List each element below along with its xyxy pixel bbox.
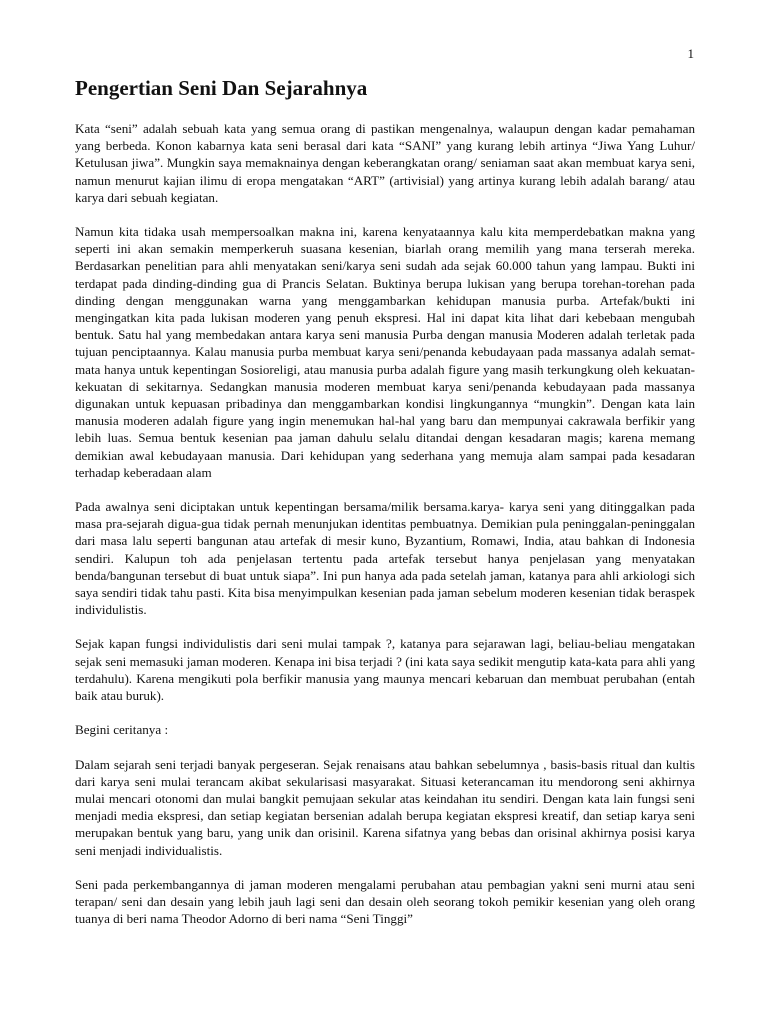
paragraph: Dalam sejarah seni terjadi banyak pergeseran. Sejak renaisans atau bahkan sebelumnya , basis-basis ritual dan kultis dari karya seni mulai terancam akibat sekularisasi masyarakat. Situasi keterancaman itu mendorong seni akhirnya mulai mencari otonomi dan mulai bangkit pemujaan sekular atas keindahan itu sendiri. Dengan kata lain fungsi seni menjadi media ekspresi, dan setiap kegiatan bersenian adalah berupa kegiatan ekspresi kreatif, dan setiap karya seni merupakan bentuk yang baru, yang unik dan orisinil. Karena sifatnya yang bebas dan orisinal akhirnya posisi karya seni menjadi individualistis. [75,756,695,858]
page-title: Pengertian Seni Dan Sejarahnya [75,76,368,100]
paragraph: Pada awalnya seni diciptakan untuk kepentingan bersama/milik bersama.karya- karya seni yang ditinggalkan pada masa pra-sejarah digua-gua tidak pernah menunjukan identitas pembuatnya. Demikian pula peninggalan-peninggalan dari masa lalu seperti bangunan atau artefak di mesir kuno, Byzantium, Romawi, India, atau bahkan di Indonesia sendiri. Kalupun toh ada penjelasan tertentu pada artefak tersebut hanya penjelasan yang menyatakan benda/bangunan tersebut di buat untuk siapa”. Ini pun hanya ada pada setelah jaman, katanya para ahli arkiologi sich saya sendiri tidak tahu pasti. Kita bisa menyimpulkan kesenian pada jaman sebelum moderen kesenian tidak beraspek individulistis. [75,499,695,618]
document-body [75,120,695,944]
paragraph: Seni pada perkembangannya di jaman moderen mengalami perubahan atau pembagian yakni seni murni atau seni terapan/ seni dan desain yang lebih jauh lagi seni dan desain oleh seorang tokoh pemikir kesenian yang oleh orang tuanya di beri nama Theodor Adorno di beri nama “Seni Tinggi” [75,876,695,927]
paragraph: Sejak kapan fungsi individulistis dari seni mulai tampak ?, katanya para sejarawan lagi, beliau-beliau mengatakan sejak seni memasuki jaman moderen. Kenapa ini bisa terjadi ? (ini kata saya sedikit mengutip kata-kata para ahli yang terdahulu). Karena mengikuti pola berfikir manusia yang maunya mencari kebaruan dan membuat perubahan (entah baik atau buruk). [75,636,695,704]
paragraph: Kata “seni” adalah sebuah kata yang semua orang di pastikan mengenalnya, walaupun dengan kadar pemahaman yang berbeda. Konon kabarnya kata seni berasal dari kata “SANI” yang kurang lebih artinya “Jiwa Yang Luhur/ Ketulusan jiwa”. Mungkin saya memaknainya dengan keberangkatan orang/ seniaman saat akan membuat karya seni, namun menurut kajian ilimu di eropa mengatakan “ART” (artivisial) yang artinya kurang lebih adalah barang/ atau karya dari sebuah kegiatan. [75,121,695,205]
paragraph: Namun kita tidaka usah mempersoalkan makna ini, karena kenyataannya kalu kita memperdebatkan makna yang seperti ini akan semakin memperkeruh suasana kesenian, biarlah orang memilih yang mana terserah mereka. Berdasarkan penelitian para ahli menyatakan seni/karya seni sudah ada sejak 60.000 tahun yang lampau. Bukti ini terdapat pada dinding-dinding gua di Prancis Selatan. Buktinya berupa lukisan yang berupa torehan-torehan pada dinding dengan menggunakan warna yang menggambarkan kehidupan manusia purba. Artefak/bukti ini mengingatkan kita pada lukisan moderen yang penuh ekspresi. Hal ini dapat kita lihat dari kebebaan mengubah bentuk. Satu hal yang membedakan antara karya seni manusia Purba dengan manusia Moderen adalah terletak pada tujuan penciptaannya. Kalau manusia purba membuat karya seni/penanda kebudayaan pada massanya adalah semat-mata hanya untuk kepentingan Sosioreligi, atau manusia purba adalah figure yang masih terkungkung oleh kekuatan-kekuatan di sekitarnya. Sedangkan manusia moderen membuat karya seni/penanda kebudayaan pada massanya digunakan untuk kepuasan pribadinya dan menggambarkan kondisi lingkungannya “mungkin”. Dengan kata lain manusia moderen adalah figure yang ingin menemukan hal-hal yang baru dan mempunyai cakrawala berfikir yang lebih luas. Semua bentuk kesenian paa jaman dahulu selalu ditandai dengan kesadaran magis; karena memang demikian awal kebudayaan manusia. Dari kehidupan yang sederhana yang memuja alam sampai pada kesadaran terhadap keberadaan alam [75,224,695,480]
page-number: 1 [687,46,694,61]
paragraph: Begini ceritanya : [75,722,169,738]
